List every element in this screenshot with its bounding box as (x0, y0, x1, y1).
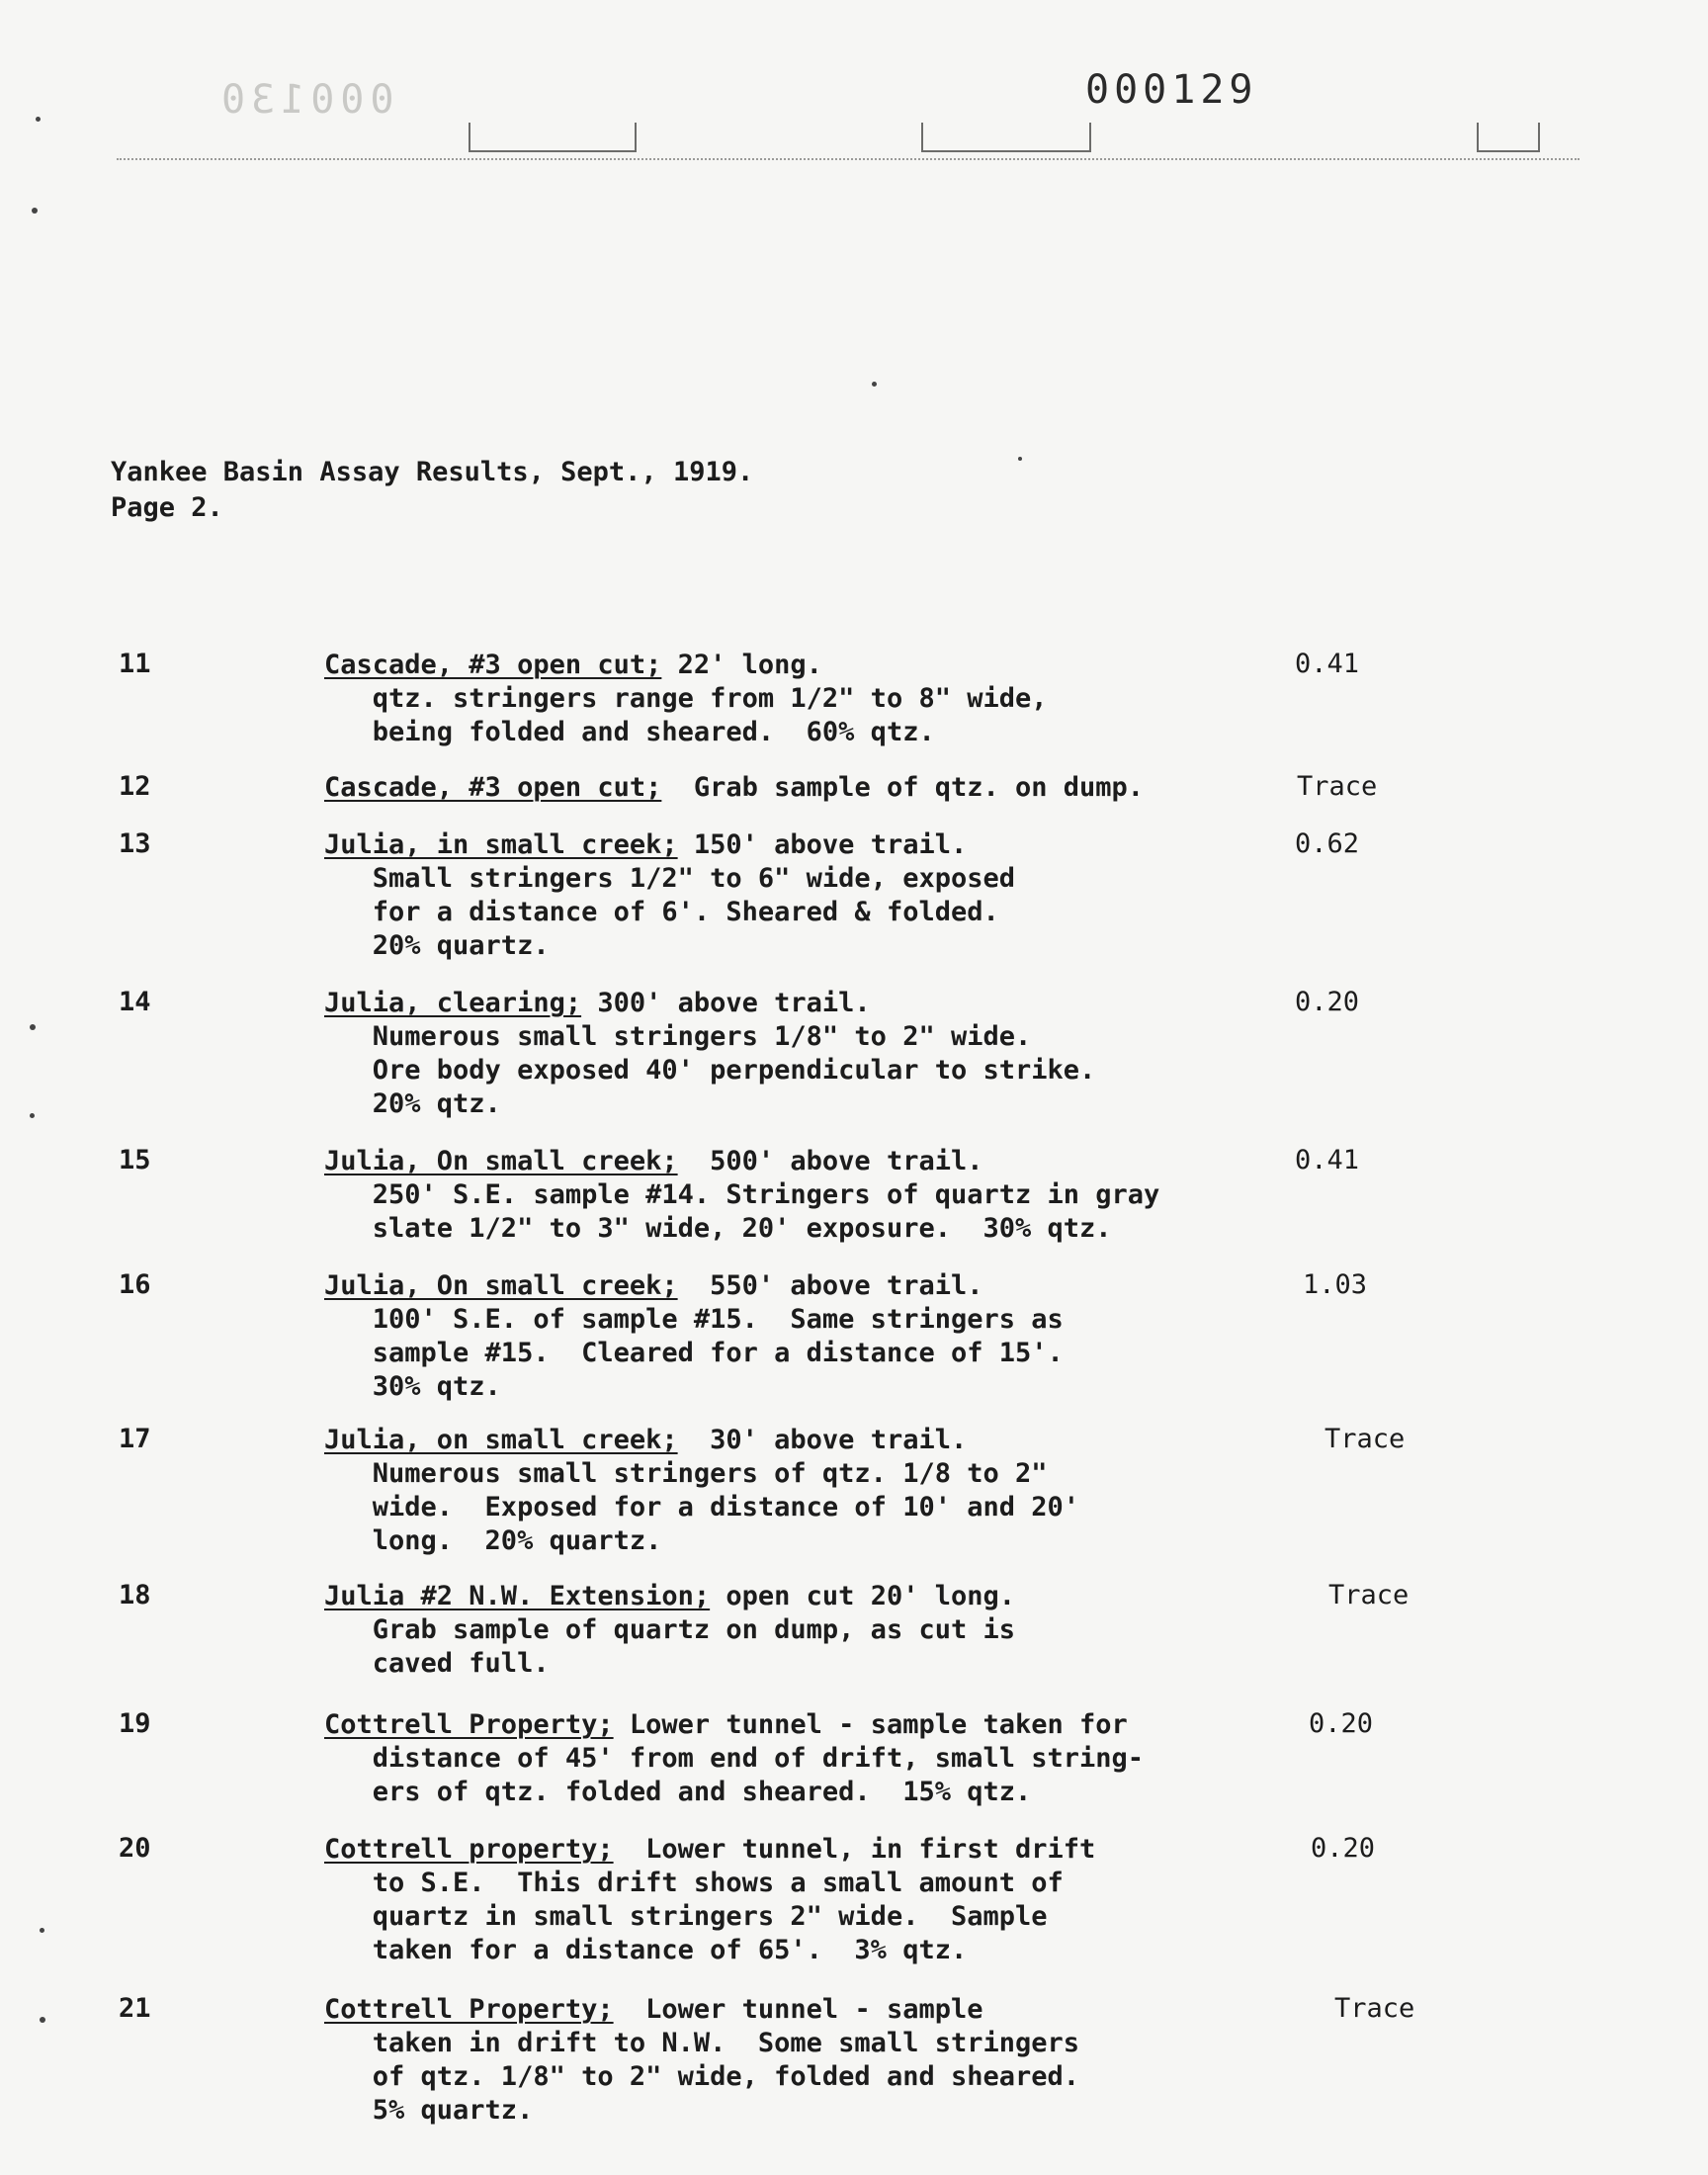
sample-location: Julia, clearing; (324, 988, 582, 1018)
speck (872, 382, 877, 387)
sample-number: 14 (119, 987, 151, 1017)
sample-location: Julia #2 N.W. Extension; (324, 1581, 711, 1611)
sample-number: 20 (119, 1833, 151, 1864)
sample-description (324, 1708, 1144, 1809)
description-first-line: 150' above trail. (677, 829, 968, 860)
sample-location: Cottrell Property; (324, 1709, 614, 1740)
page-title: Yankee Basin Assay Results, Sept., 1919. (111, 457, 754, 487)
ghost-document-number: 000130 (215, 77, 394, 123)
description-first-line: 500' above trail. (677, 1146, 983, 1176)
description-first-line: 550' above trail. (677, 1270, 983, 1301)
description-first-line: 300' above trail. (581, 988, 871, 1018)
description-first-line: 22' long. (661, 650, 822, 680)
sample-number: 11 (119, 649, 151, 679)
assay-value: Trace (1324, 1424, 1406, 1454)
speck (1018, 457, 1022, 461)
sample-location: Julia, on small creek; (324, 1425, 678, 1455)
description-first-line: Lower tunnel - sample (613, 1994, 983, 2025)
sample-location: Cascade, #3 open cut; (324, 650, 662, 680)
description-first-line: Grab sample of qtz. on dump. (661, 772, 1145, 803)
speck (36, 117, 41, 122)
speck (30, 1113, 35, 1118)
assay-value: 0.41 (1295, 1145, 1360, 1175)
page-number: Page 2. (111, 492, 223, 523)
sample-description (324, 1993, 1079, 2128)
description-continued: distance of 45' from end of drift, small string- ers of qtz. folded and sheared. 15% qtz. (372, 1743, 1145, 1807)
speck (30, 1024, 36, 1030)
sample-location: Julia, in small creek; (324, 829, 678, 860)
assay-value: 0.20 (1311, 1833, 1376, 1864)
sample-number: 21 (119, 1993, 151, 2024)
description-continued: Grab sample of quartz on dump, as cut is caved full. (372, 1614, 1015, 1679)
sample-number: 17 (119, 1424, 151, 1454)
speck (40, 2017, 45, 2023)
binding-bracket (469, 123, 637, 152)
sample-description (324, 828, 1015, 963)
speck (40, 1928, 44, 1933)
document-header (111, 455, 753, 526)
description-continued: Numerous small stringers of qtz. 1/8 to 2" wide. Exposed for a distance of 10' and 20' long. 20% quartz. (372, 1458, 1080, 1556)
sample-number: 18 (119, 1580, 151, 1610)
assay-value: 0.62 (1295, 828, 1360, 859)
sample-description (324, 1145, 1159, 1246)
sample-description (324, 1833, 1095, 1967)
sample-description (324, 771, 1144, 805)
sample-description (324, 1269, 1064, 1404)
document-number-stamp: 000129 (1085, 67, 1258, 113)
description-continued: 250' S.E. sample #14. Stringers of quartz in gray slate 1/2" to 3" wide, 20' exposure. 30% qtz. (372, 1179, 1160, 1244)
sample-location: Julia, On small creek; (324, 1146, 678, 1176)
sample-description (324, 649, 1048, 749)
assay-value: 1.03 (1303, 1269, 1368, 1300)
sample-number: 19 (119, 1708, 151, 1739)
assay-value: Trace (1328, 1580, 1409, 1610)
sample-number: 15 (119, 1145, 151, 1175)
sample-location: Cottrell property; (324, 1834, 614, 1865)
assay-value: Trace (1334, 1993, 1415, 2024)
sample-number: 12 (119, 771, 151, 802)
speck (32, 208, 38, 214)
description-continued: to S.E. This drift shows a small amount of quartz in small stringers 2" wide. Sample taken for a distance of 65'. 3% qtz. (372, 1868, 1064, 1965)
binding-bracket (921, 123, 1091, 152)
sample-number: 16 (119, 1269, 151, 1300)
assay-value: 0.20 (1309, 1708, 1374, 1739)
assay-value: 0.20 (1295, 987, 1360, 1017)
sample-number: 13 (119, 828, 151, 859)
assay-value: Trace (1297, 771, 1378, 802)
description-first-line: Lower tunnel, in first drift (613, 1834, 1096, 1865)
sample-location: Cascade, #3 open cut; (324, 772, 662, 803)
binding-bracket (1477, 123, 1540, 152)
description-first-line: Lower tunnel - sample taken for (613, 1709, 1128, 1740)
sample-description (324, 987, 1095, 1121)
sample-description (324, 1424, 1079, 1558)
description-continued: qtz. stringers range from 1/2" to 8" wide, being folded and sheared. 60% qtz. (372, 683, 1048, 747)
sample-description (324, 1580, 1015, 1681)
sample-location: Cottrell Property; (324, 1994, 614, 2025)
description-continued: Small stringers 1/2" to 6" wide, exposed for a distance of 6'. Sheared & folded. 20% quartz. (372, 863, 1015, 961)
fold-line (117, 158, 1580, 160)
description-first-line: open cut 20' long. (710, 1581, 1015, 1611)
description-continued: Numerous small stringers 1/8" to 2" wide. Ore body exposed 40' perpendicular to strike. 20% qtz. (372, 1021, 1096, 1119)
description-continued: 100' S.E. of sample #15. Same stringers as sample #15. Cleared for a distance of 15'. 30% qtz. (372, 1304, 1064, 1402)
assay-value: 0.41 (1295, 649, 1360, 679)
sample-location: Julia, On small creek; (324, 1270, 678, 1301)
description-continued: taken in drift to N.W. Some small stringers of qtz. 1/8" to 2" wide, folded and sheared. 5% quartz. (372, 2028, 1080, 2126)
description-first-line: 30' above trail. (677, 1425, 968, 1455)
